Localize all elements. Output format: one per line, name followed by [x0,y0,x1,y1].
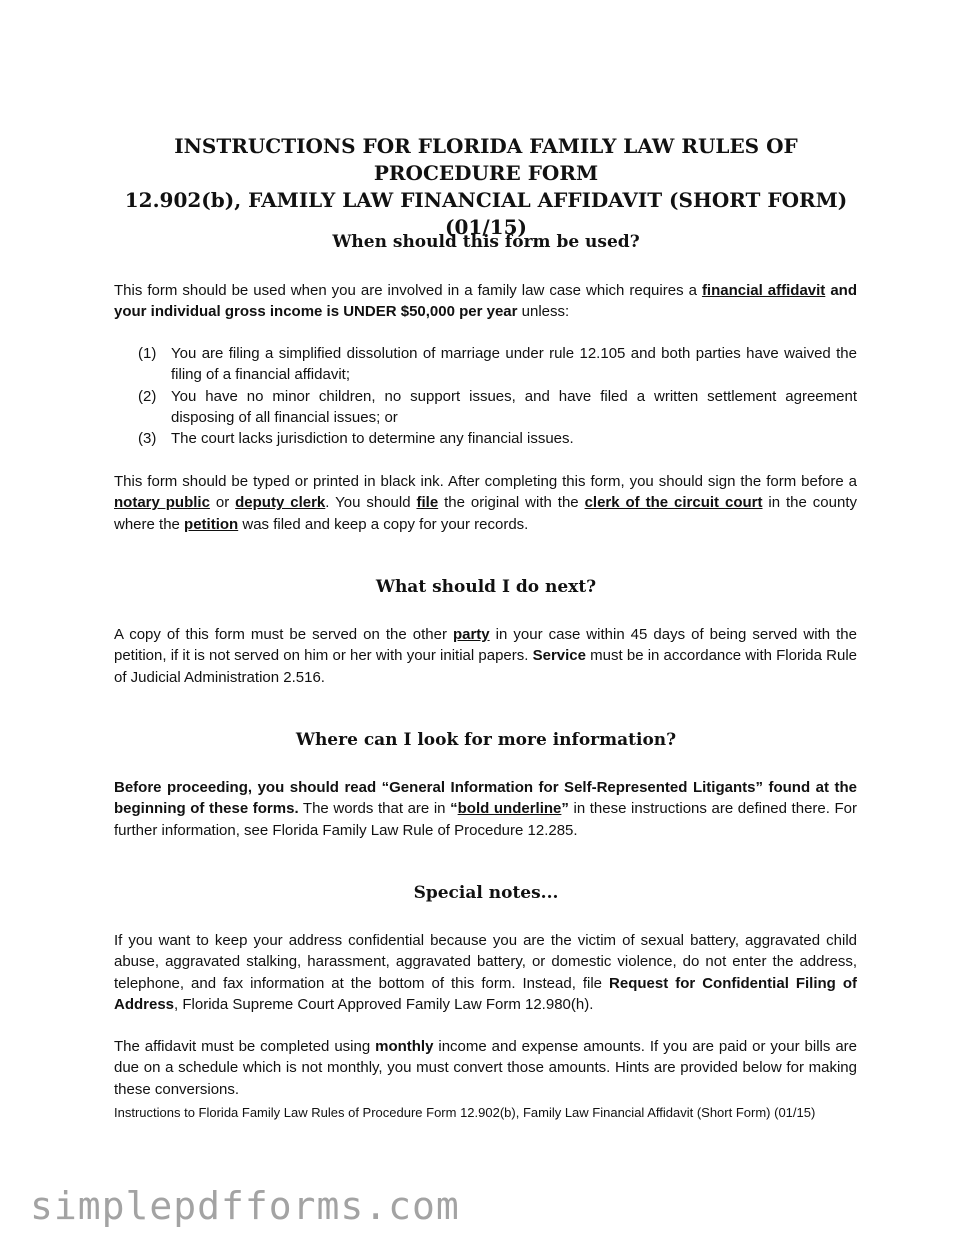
title-line-1: INSTRUCTIONS FOR FLORIDA FAMILY LAW RULES OF PROCEDURE FORM [174,134,798,185]
term-financial-affidavit: financial affidavit [701,282,826,299]
term-notary-public: notary public [114,494,210,512]
form-name-request-confidential: Request for Confidential Filing of Address [114,974,857,1013]
paragraph-confidential-address: If you want to keep your address confidential because you are the victim of sexual battery, aggravated child abuse, aggravated stalking, harassment, aggravated battery, or domestic violence, do not enter the address, telephone, and fax information at the bottom of this form. Instead, file Request for Confidential Filing of Address, Florida Supreme Court Approved Family Law Form 12.980(h). [114,932,857,1013]
section-heading-next: What should I do next? [375,577,597,597]
paragraph-filing: This form should be typed or printed in black ink. After completing this form, you should sign the form before a notary public or deputy clerk. You should file the original with the clerk of the circuit court in the county where the petition was filed and keep a copy for your records. [114,473,857,533]
term-deputy-clerk: deputy clerk [235,494,326,512]
term-monthly: monthly [375,1038,434,1055]
income-condition: and your individual gross income is UNDER $50,000 per year [114,282,857,321]
section-heading-special-notes: Special notes... [413,883,559,903]
section-heading-more-info: Where can I look for more information? [295,730,677,750]
watermark: simplepdfforms.com [30,1184,460,1228]
section-heading-when: When should this form be used? [332,232,640,252]
paragraph-more-info: Before proceeding, you should read “General Information for Self-Represented Litigants” found at the beginning of these forms. The words that are in “bold underline” in these instructions are defined there. For further information, see Florida Family Law Rule of Procedure 12.285. [114,779,858,839]
list-item: (1) You are filing a simplified dissolution of marriage under rule 12.105 and both parties have waived the filing of a financial affidavit; [138,345,857,384]
exceptions-list [138,343,857,449]
paragraph-when-usage: This form should be used when you are involved in a family law case which requires a financial affidavit and your individual gross income is UNDER $50,000 per year unless: [114,282,857,321]
term-file: file [416,494,439,512]
document-title [110,133,862,241]
term-bold-underline: bold underline [457,800,562,818]
list-item: (2) You have no minor children, no support issues, and have filed a written settlement agreement disposing of all financial issues; or [138,387,857,426]
title-line-2: 12.902(b), FAMILY LAW FINANCIAL AFFIDAVIT (SHORT FORM) (01/15) [124,188,848,239]
paragraph-monthly-amounts: The affidavit must be completed using monthly income and expense amounts. If you are paid or your bills are due on a schedule which is not monthly, you must convert those amounts. Hints are provided below for making these conversions. [114,1038,857,1098]
page-footer: Instructions to Florida Family Law Rules of Procedure Form 12.902(b), Family Law Financial Affidavit (Short Form) (01/15) [114,1105,816,1120]
term-party: party [452,626,490,643]
list-item: (3) The court lacks jurisdiction to determine any financial issues. [138,430,574,448]
paragraph-service: A copy of this form must be served on the other party in your case within 45 days of being served with the petition, if it is not served on him or her with your initial papers. Service must be in accordance with Florida Rule of Judicial Administration 2.516. [114,626,857,686]
term-clerk-of-circuit-court: clerk of the circuit court [584,494,763,512]
term-petition: petition [184,515,239,533]
term-service: Service [532,647,586,665]
